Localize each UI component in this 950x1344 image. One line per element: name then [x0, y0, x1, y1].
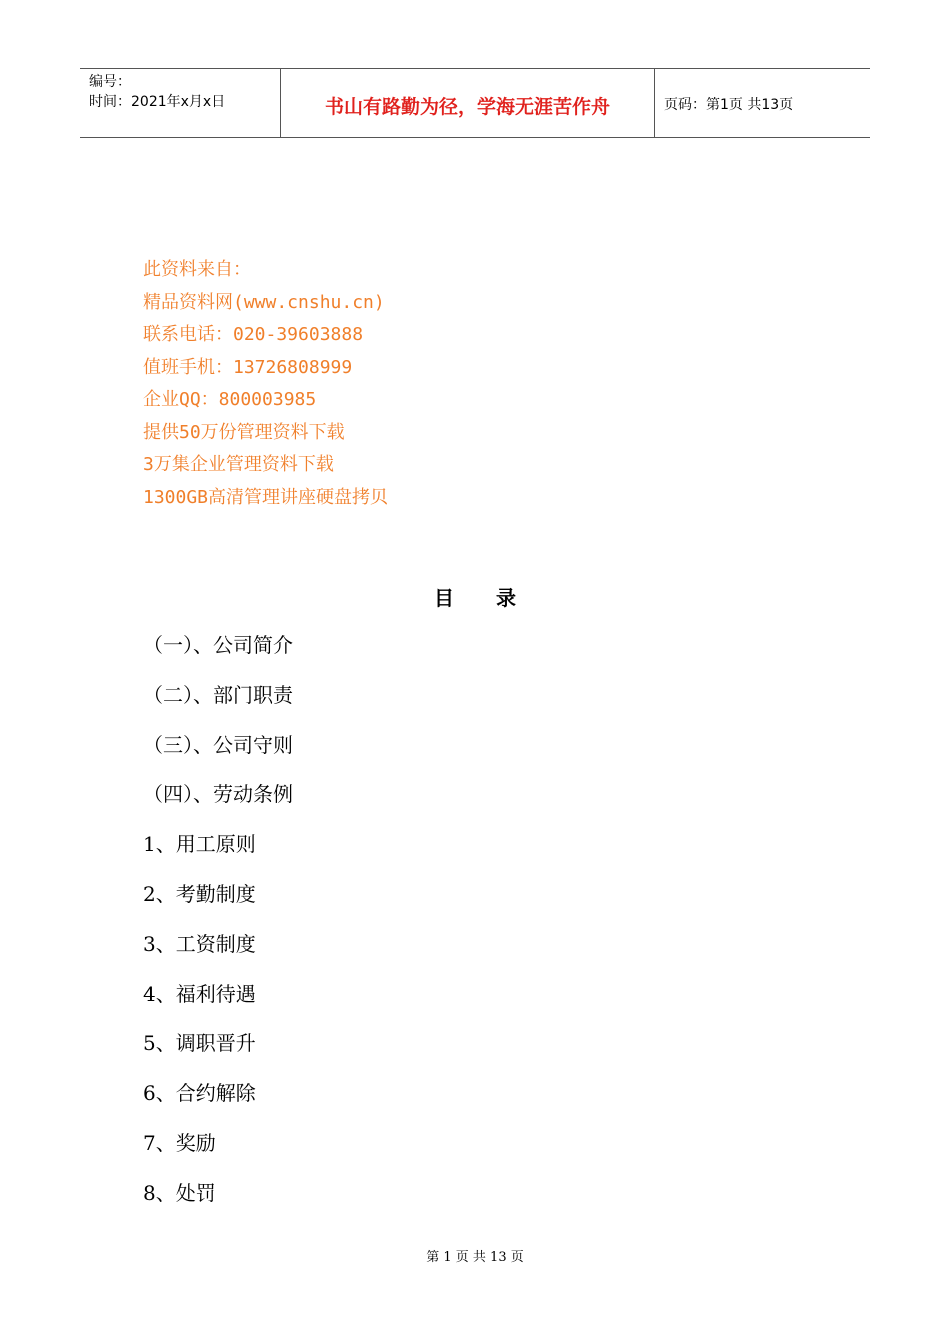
toc-item: （四）、劳动条例	[143, 782, 293, 807]
document-time-label: 时间：2021年x月x日	[89, 94, 226, 110]
promo-line: 提供50万份管理资料下载	[143, 421, 345, 443]
toc-title-left: 目	[434, 586, 454, 610]
header-page-info: 页码：第1页 共13页	[664, 97, 794, 113]
toc-title	[0, 582, 950, 611]
promo-line: 此资料来自：	[143, 259, 251, 280]
toc-item: 1、用工原则	[143, 832, 256, 857]
promo-line: 1300GB高清管理讲座硬盘拷贝	[143, 486, 389, 508]
header-motto: 书山有路勤为径，学海无涯苦作舟	[324, 96, 610, 118]
toc-item: 3、工资制度	[143, 931, 256, 956]
toc-title-right: 录	[496, 586, 516, 610]
toc-item: 4、福利待遇	[143, 981, 256, 1006]
toc-item: 7、奖励	[143, 1130, 216, 1155]
page-footer: 第 1 页 共 13 页	[426, 1250, 524, 1265]
toc-item: 6、合约解除	[143, 1081, 256, 1106]
header-info-cell	[80, 69, 281, 137]
toc-item: 8、处罚	[143, 1180, 216, 1205]
promo-block	[143, 254, 388, 514]
toc-item: （三）、公司守则	[143, 732, 293, 757]
promo-line: 企业QQ：800003985	[143, 389, 317, 410]
promo-line: 联系电话：020-39603888	[143, 324, 364, 345]
promo-line: 值班手机：13726808999	[143, 356, 353, 378]
promo-line: 精品资料网(www.cnshu.cn)	[143, 291, 385, 313]
toc-item: 5、调职晋升	[143, 1031, 256, 1056]
header-page-cell	[655, 69, 870, 137]
promo-line: 3万集企业管理资料下载	[143, 454, 334, 475]
header-motto-cell	[281, 69, 655, 137]
table-of-contents	[143, 630, 293, 1228]
page-header	[80, 68, 870, 138]
document-number-label: 编号：	[89, 74, 131, 90]
toc-item: （一）、公司简介	[143, 633, 293, 657]
toc-item: （二）、部门职责	[143, 682, 293, 707]
toc-item: 2、考勤制度	[143, 881, 256, 906]
